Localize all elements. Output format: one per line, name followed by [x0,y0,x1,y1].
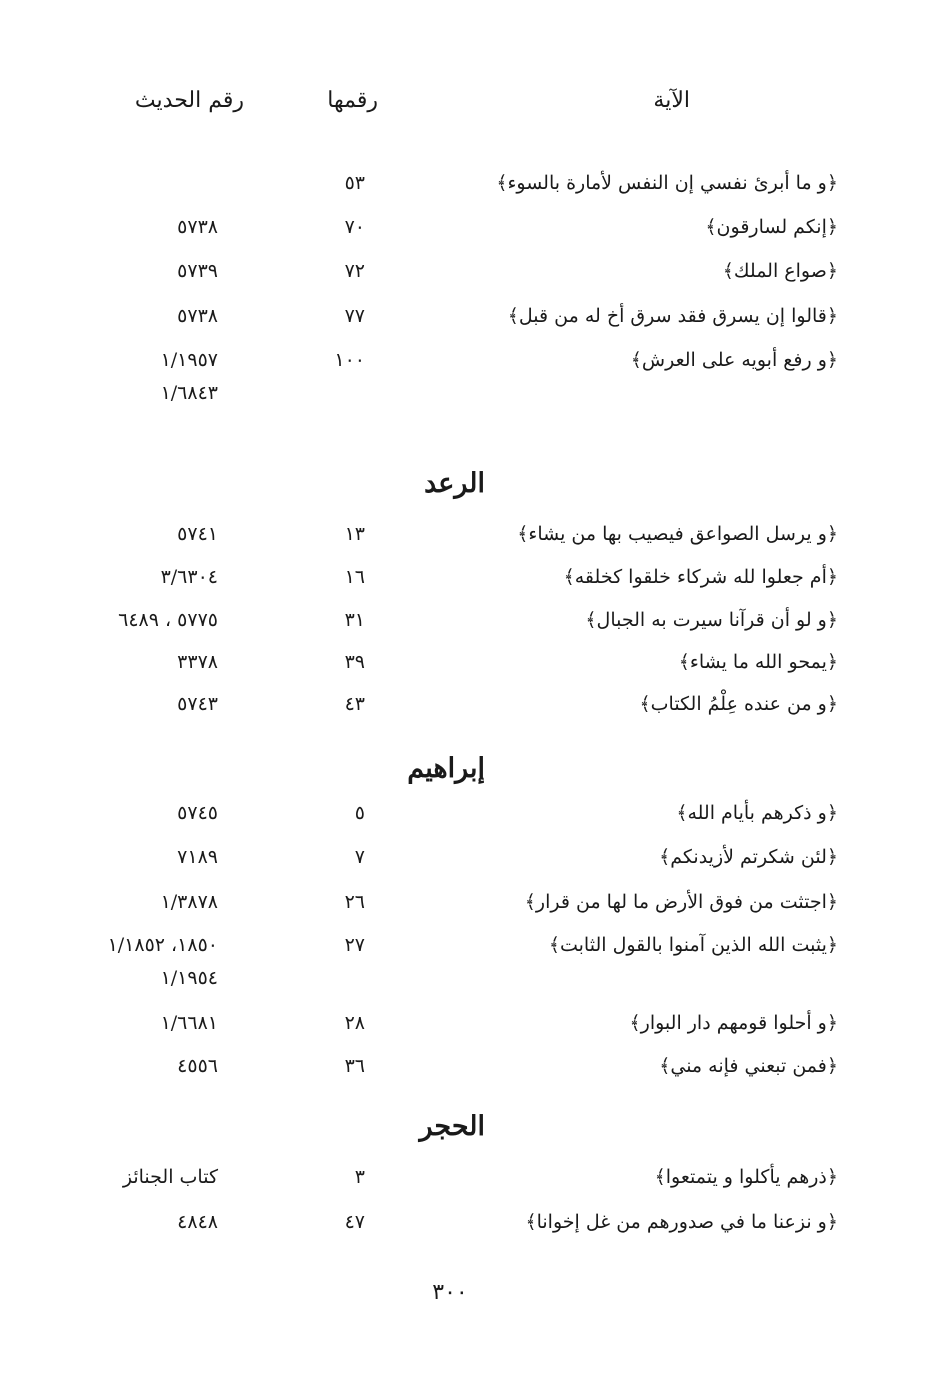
surah-title: إبراهيم [407,753,485,784]
verse-text: ﴿يثبت الله الذين آمنوا بالقول الثابت﴾ [548,934,838,956]
verse-text: ﴿و من عنده عِلْمُ الكتاب﴾ [639,693,838,715]
verse-number: ١٣ [344,523,365,545]
hadith-number: ١/٣٨٧٨ [160,891,218,913]
verse-number: ١٦ [344,566,365,588]
header-hadith: رقم الحديث [134,88,244,113]
page-number: ٣٠٠ [432,1280,468,1305]
verse-text: ﴿و رفع أبويه على العرش﴾ [630,349,838,371]
verse-text: ﴿و ذكرهم بأيام الله﴾ [676,802,838,824]
hadith-number: ٥٧٤٥ [177,802,218,824]
verse-number: ٥ [354,802,365,824]
verse-text: ﴿إنكم لسارقون﴾ [705,216,838,238]
verse-text: ﴿فمن تبعني فإنه مني﴾ [659,1055,838,1077]
header-number: رقمها [327,88,378,113]
verse-number: ٢٧ [344,934,365,956]
verse-number: ٤٣ [344,693,365,715]
verse-number: ٣٩ [344,651,365,673]
verse-text: ﴿و يرسل الصواعق فيصيب بها من يشاء﴾ [517,523,838,545]
verse-number: ٧٠ [344,216,365,238]
verse-number: ٤٧ [344,1211,365,1233]
hadith-number: ٣/٦٣٠٤ [160,566,218,588]
hadith-number: ٧١٨٩ [177,846,218,868]
verse-number: ٢٦ [344,891,365,913]
verse-number: ١٠٠ [334,349,365,371]
hadith-number: ٥٧٣٨ [177,305,218,327]
hadith-number: ٥٧٣٨ [177,216,218,238]
hadith-number: ٤٨٤٨ [177,1211,218,1233]
hadith-number: ٤٥٥٦ [177,1055,218,1077]
verse-number: ٣ [354,1166,365,1188]
hadith-number: كتاب الجنائز [122,1166,218,1188]
verse-text: ﴿قالوا إن يسرق فقد سرق أخ له من قبل﴾ [507,305,838,327]
verse-text: ﴿و أحلوا قومهم دار البوار﴾ [629,1012,838,1034]
verse-text: ﴿و نزعنا ما في صدورهم من غل إخوانا﴾ [525,1211,838,1233]
verse-text: ﴿اجتثت من فوق الأرض ما لها من قرار﴾ [524,891,838,913]
hadith-number: ١٨٥٠، ١/١٨٥٢ [107,934,218,956]
verse-text: ﴿ذرهم يأكلوا و يتمتعوا﴾ [654,1166,838,1188]
surah-title: الحجر [419,1111,485,1142]
hadith-number: ٣٣٧٨ [177,651,218,673]
verse-number: ٧ [354,846,365,868]
hadith-number: ١/٦٦٨١ [160,1012,218,1034]
hadith-number: ٥٧٤١ [177,523,218,545]
verse-number: ٧٧ [344,305,365,327]
hadith-number: ١/١٩٥٤ [160,967,218,989]
hadith-number: ٥٧٤٣ [177,693,218,715]
verse-text: ﴿يمحو الله ما يشاء﴾ [678,651,838,673]
verse-text: ﴿و لو أن قرآنا سيرت به الجبال﴾ [585,609,838,631]
hadith-number: ١/١٩٥٧ [160,349,218,371]
surah-title: الرعد [424,468,485,499]
verse-number: ٥٣ [344,172,365,194]
verse-number: ٣٦ [344,1055,365,1077]
header-verse: الآية [653,88,690,113]
verse-number: ٢٨ [344,1012,365,1034]
verse-number: ٧٢ [344,260,365,282]
verse-number: ٣١ [344,609,365,631]
verse-text: ﴿صواع الملك﴾ [722,260,838,282]
hadith-number: ٥٧٧٥ ، ٦٤٨٩ [118,609,218,631]
verse-text: ﴿أم جعلوا لله شركاء خلقوا كخلقه﴾ [563,566,838,588]
verse-text: ﴿لئن شكرتم لأزيدنكم﴾ [659,846,838,868]
hadith-number: ١/٦٨٤٣ [160,382,218,404]
hadith-number: ٥٧٣٩ [177,260,218,282]
verse-text: ﴿و ما أبرئ نفسي إن النفس لأمارة بالسوء﴾ [496,172,838,194]
